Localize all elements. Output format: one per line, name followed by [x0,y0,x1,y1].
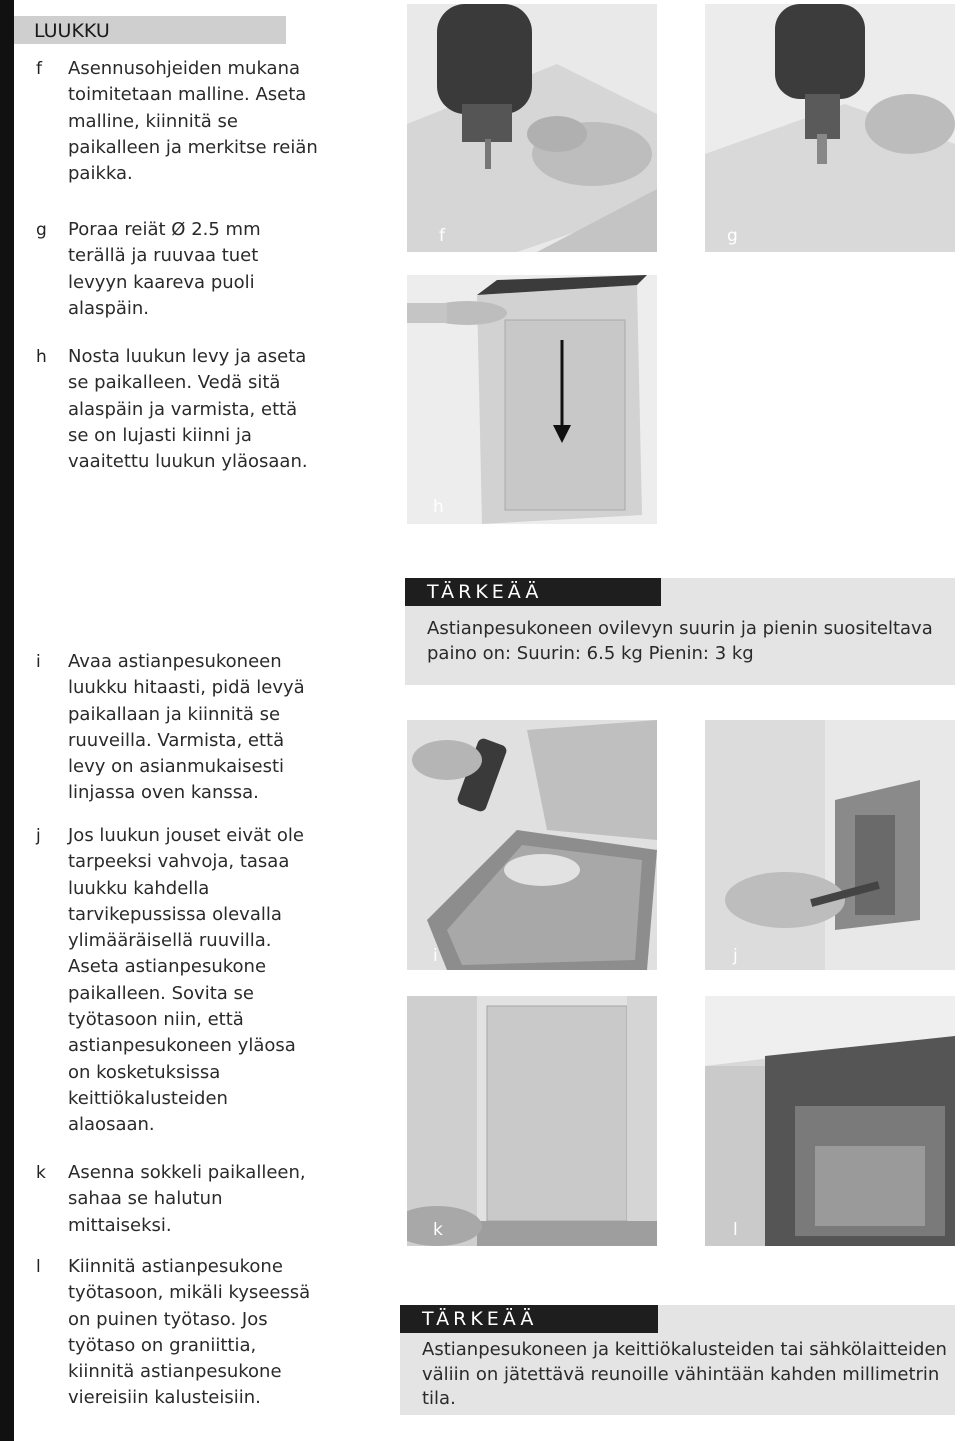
photo-label: l [733,1220,738,1240]
photo-label: j [733,946,738,966]
step-letter: l [36,1257,41,1277]
step-text: Kiinnitä astianpesukone työtasoon, mikäli kyseessä on puinen työtaso. Jos työtaso on graniittia, kiinnitä astianpesukone viereisiin kalusteisiin. [68,1256,311,1409]
photo-f-drilling-template [407,4,657,252]
step-text: Asenna sokkeli paikalleen, sahaa se halutun mittaiseksi. [68,1162,306,1236]
notice-title: TÄRKEÄÄ [405,578,661,606]
notice-important-weight [405,578,955,685]
step-text: Poraa reiät Ø 2.5 mm terällä ja ruuvaa tuet levyyn kaareva puoli alaspäin. [68,219,261,319]
step-text: Nosta luukun levy ja aseta se paikalleen. Vedä sitä alaspäin ja varmista, että se on lujasti kiinni ja vaaitettu luukun yläosaan. [68,346,308,473]
notice-text: Astianpesukoneen ja keittiökalusteiden tai sähkölaitteiden väliin on jätettävä reunoille vähintään kahden millimetrin tila. [422,1339,947,1409]
step-letter: g [36,220,47,240]
step-text: Avaa astianpesukoneen luukku hitaasti, pidä levyä paikallaan ja kiinnitä se ruuveilla. Varmista, että levy on asianmukaisesti linjassa oven kanssa. [68,651,305,804]
step-letter: h [36,347,47,367]
step-text: Jos luukun jouset eivät ole tarpeeksi vahvoja, tasaa luukku kahdella tarvikepussissa olevalla ylimääräisellä ruuvilla. Aseta astianpesukone paikalleen. Sovita se työtasoon niin, että astianpesukoneen yläosa on kosketuksissa keittiökalusteiden alaosaan. [68,825,304,1136]
photo-i-fix-door-panel [407,720,657,970]
photo-k-install-plinth [407,996,657,1246]
step-letter: i [36,652,41,672]
step-letter: j [36,826,41,846]
step-letter: f [36,59,42,79]
step-letter: k [36,1163,46,1183]
photo-label: i [433,946,438,966]
step-text: Asennusohjeiden mukana toimitetaan malline. Aseta malline, kiinnitä se paikalleen ja merkitse reiän paikka. [68,58,318,185]
photo-label: k [433,1220,443,1240]
photo-label: h [433,497,444,517]
photo-h-lifting-panel [407,275,657,524]
photo-j-adjust-spring [705,720,955,970]
photo-label: g [727,226,738,246]
photo-g-screwing-supports [705,4,955,252]
notice-title: TÄRKEÄÄ [400,1305,658,1333]
photo-l-fix-worktop [705,996,955,1246]
notice-important-gap [400,1305,955,1415]
notice-text: Astianpesukoneen ovilevyn suurin ja pienin suositeltava paino on: Suurin: 6.5 kg Pienin: 3 kg [427,618,933,664]
photo-label: f [439,226,445,246]
section-title: LUUKKU [14,16,286,44]
page-edge-bar [0,0,14,1441]
